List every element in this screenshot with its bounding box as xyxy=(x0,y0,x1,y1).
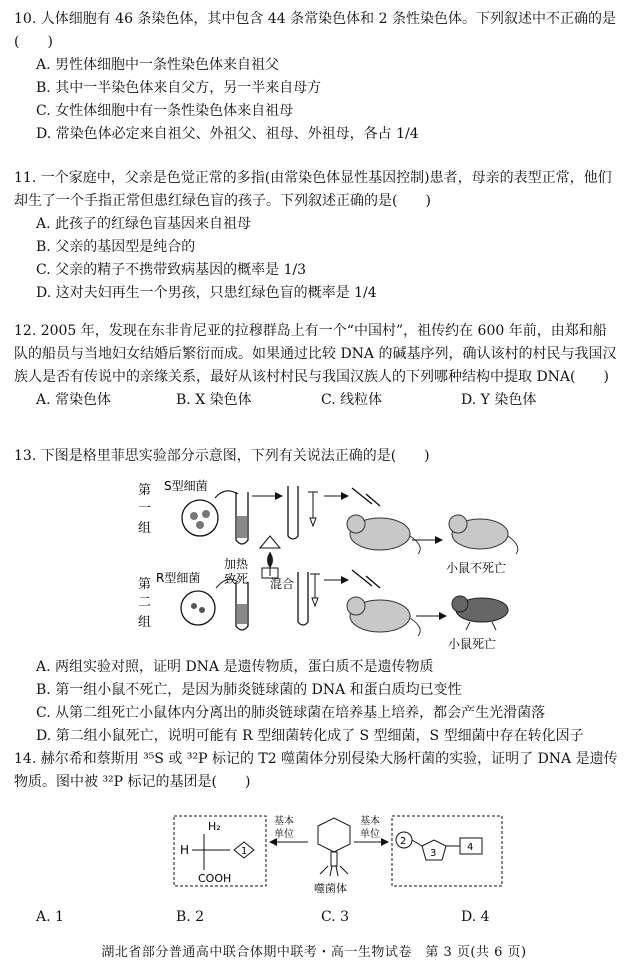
test-tube-1 xyxy=(236,492,248,544)
option-d: D. Y 染色体 xyxy=(461,392,537,408)
group2-label-2: 二 xyxy=(138,595,152,610)
question-stem: 11. 一个家庭中，父亲是色觉正常的多指(由常染色体显性基因控制)患者，母亲的表型正常，他们却生了一个手指正常但患红绿色盲的孩子。下列叙述正确的是( ) xyxy=(14,170,612,209)
nucleotide-box xyxy=(392,816,502,886)
question-12 xyxy=(14,320,618,412)
option-c: C. 女性体细胞中有一条性染色体来自祖母 xyxy=(36,103,294,119)
h2-label: H₂ xyxy=(208,820,221,833)
option-a: A. 两组实验对照，证明 DNA 是遗传物质，蛋白质不是遗传物质 xyxy=(36,659,434,675)
label-2: 2 xyxy=(400,836,407,847)
option-d: D. 第二组小鼠死亡，说明可能有 R 型细菌转化成了 S 型细菌，S 型细菌中存在转化因子 xyxy=(36,728,584,744)
s-bacteria-dish xyxy=(182,500,218,536)
label-1: 1 xyxy=(241,846,248,857)
cooh-label: COOH xyxy=(198,872,232,885)
unit-right-label-2: 单位 xyxy=(360,829,380,840)
question-10 xyxy=(14,8,618,146)
heat-label-1: 加热 xyxy=(224,557,249,571)
option-c: C. 从第二组死亡小鼠体内分离出的肺炎链球菌在培养基上培养，都会产生光滑菌落 xyxy=(36,705,546,721)
phage-label: 噬菌体 xyxy=(314,882,347,895)
question-14-options xyxy=(14,906,618,929)
question-stem: 13. 下图是格里菲思实验部分示意图，下列有关说法正确的是( ) xyxy=(14,448,430,464)
question-stem: 12. 2005 年，发现在东非肯尼亚的拉穆群岛上有一个“中国村”，祖传约在 600 年前，由郑和船队的船员与当地妇女结婚后繁衍而成。如果通过比较 DNA 的碱基序列，确认该村的村民与我国汉族人是否有传说中的亲缘关系，最好从该村村民与我国汉族人的下列哪种结构中提取 DNA( ) xyxy=(14,323,617,385)
option-b: B. X 染色体 xyxy=(176,392,252,408)
option-c: C. 线粒体 xyxy=(321,392,383,408)
group1-label-1: 第 xyxy=(138,483,152,498)
option-a: A. 此孩子的红绿色盲基因来自祖母 xyxy=(36,216,252,232)
options-row xyxy=(14,389,618,412)
group2-label-1: 第 xyxy=(138,577,152,592)
unit-left-label-1: 基本 xyxy=(274,816,294,827)
unit-right-label-1: 基本 xyxy=(360,816,380,827)
option-d: D. 这对夫妇再生一个男孩，只患红绿色盲的概率是 1/4 xyxy=(36,285,377,301)
question-stem: 10. 人体细胞有 46 条染色体，其中包含 44 条常染色体和 2 条性染色体。下列叙述中不正确的是( ) xyxy=(14,11,616,50)
r-bacteria-label: R型细菌 xyxy=(156,571,201,585)
label-4: 4 xyxy=(467,842,474,853)
options-row xyxy=(14,906,618,929)
option-b: B. 2 xyxy=(176,909,205,925)
syringe-4-icon xyxy=(352,570,380,588)
dead-mouse-icon xyxy=(452,596,508,630)
option-a: A. 1 xyxy=(36,909,64,925)
option-c: C. 父亲的精子不携带致病基因的概率是 1/3 xyxy=(36,262,307,278)
group1-label-3: 组 xyxy=(138,521,152,536)
syringe-2-icon xyxy=(352,488,380,506)
test-tube-4 xyxy=(298,572,308,625)
page-footer: 湖北省部分普通高中联合体期中联考・高一生物试卷 第 3 页(共 6 页) xyxy=(101,945,527,960)
question-11 xyxy=(14,167,618,305)
option-d: D. 常染色体必定来自祖父、外祖父、祖母、外祖母，各占 1/4 xyxy=(36,126,419,142)
phage-icon xyxy=(318,818,350,876)
option-b: B. 第一组小鼠不死亡，是因为肺炎链球菌的 DNA 和蛋白质均已变性 xyxy=(36,682,462,698)
option-b: B. 其中一半染色体来自父方，另一半来自母方 xyxy=(36,80,322,96)
mouse-3-icon xyxy=(347,597,420,636)
label-3: 3 xyxy=(430,848,437,859)
group2-label-3: 组 xyxy=(138,615,152,630)
result-label-2: 小鼠死亡 xyxy=(448,637,497,651)
option-a: A. 常染色体 xyxy=(36,392,112,408)
syringe-3-icon xyxy=(310,574,320,606)
h-label: H xyxy=(180,843,190,857)
mouse-1-icon xyxy=(347,515,420,554)
group1-label-2: 一 xyxy=(138,501,152,516)
heat-label-2: 致死 xyxy=(224,572,249,586)
mix-label: 混合 xyxy=(270,577,295,591)
r-bacteria-dish xyxy=(181,591,215,625)
question-13 xyxy=(14,445,618,468)
question-14 xyxy=(14,748,618,794)
s-bacteria-label: S型细菌 xyxy=(164,479,208,493)
option-d: D. 4 xyxy=(461,909,490,925)
test-tube-3 xyxy=(236,582,248,630)
syringe-1-icon xyxy=(308,492,318,526)
griffith-experiment-figure xyxy=(120,476,530,654)
phage-structure-figure xyxy=(168,812,508,904)
option-b: B. 父亲的基因型是纯合的 xyxy=(36,239,196,255)
option-a: A. 男性体细胞中一条性染色体来自祖父 xyxy=(36,57,280,73)
question-stem: 14. 赫尔希和蔡斯用 ³⁵S 或 ³²P 标记的 T2 噬菌体分别侵染大肠杆菌的实验，证明了 DNA 是遗传物质。图中被 ³²P 标记的基团是( ) xyxy=(14,751,618,790)
unit-left-label-2: 单位 xyxy=(274,829,294,840)
result-label-1: 小鼠不死亡 xyxy=(446,561,507,575)
option-c: C. 3 xyxy=(321,909,350,925)
mouse-2-icon xyxy=(449,515,518,554)
question-13-options xyxy=(14,656,618,748)
test-tube-2 xyxy=(288,486,298,539)
